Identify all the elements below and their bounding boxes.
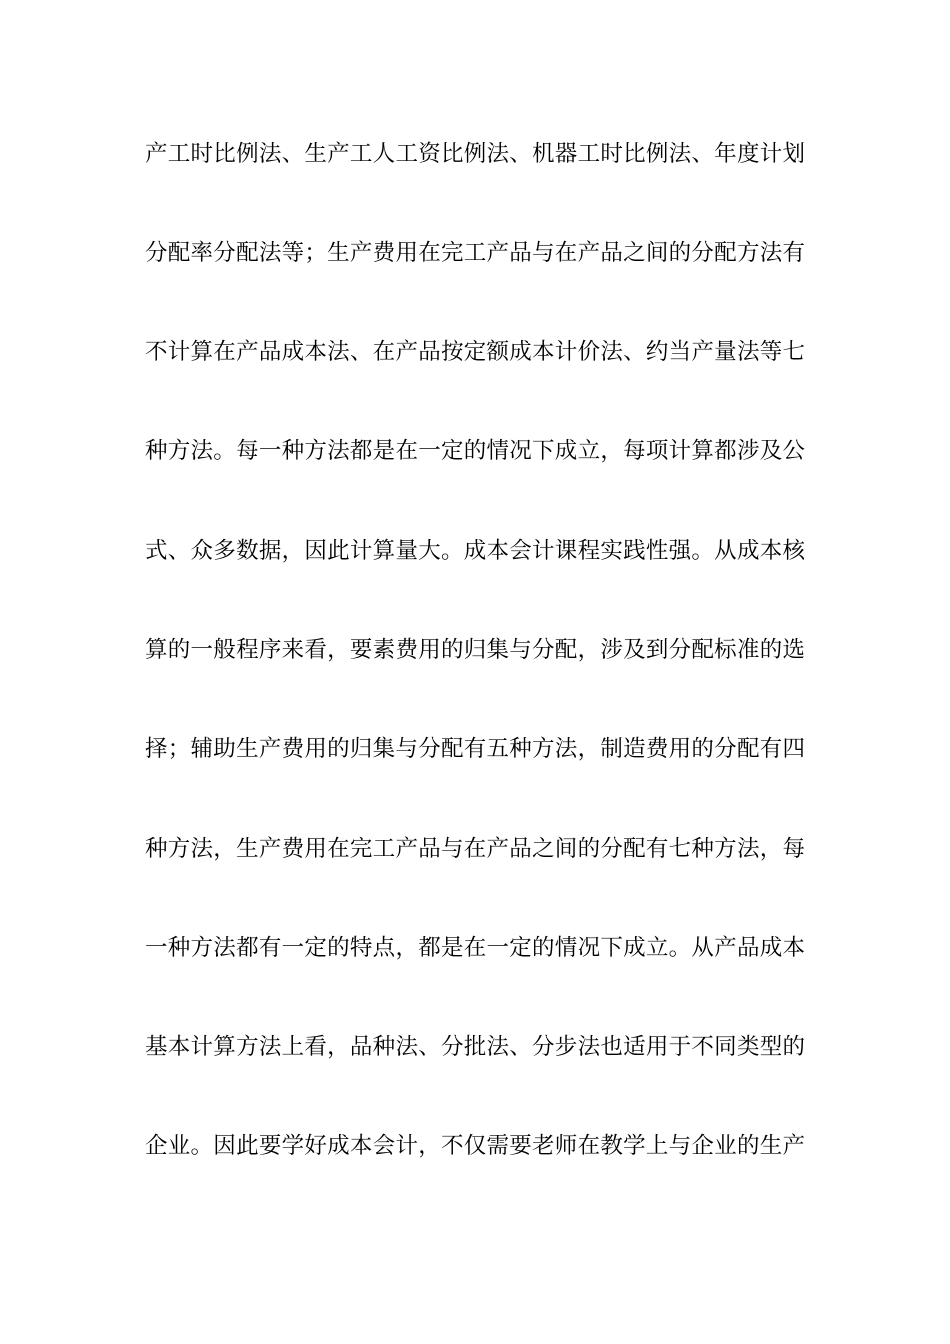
paragraph-line-11: 企业。因此要学好成本会计，不仅需要老师在教学上与企业的生产 (145, 1133, 805, 1159)
paragraph-line-6: 算的一般程序来看，要素费用的归集与分配，涉及到分配标准的选 (145, 637, 805, 663)
paragraph-line-5: 式、众多数据，因此计算量大。成本会计课程实践性强。从成本核 (145, 538, 805, 564)
paragraph-line-4: 种方法。每一种方法都是在一定的情况下成立，每项计算都涉及公 (145, 438, 805, 464)
paragraph-line-7: 择；辅助生产费用的归集与分配有五种方法，制造费用的分配有四 (145, 736, 805, 762)
paragraph-line-3: 不计算在产品成本法、在产品按定额成本计价法、约当产量法等七 (145, 339, 805, 365)
paragraph-line-9: 一种方法都有一定的特点，都是在一定的情况下成立。从产品成本 (145, 935, 805, 961)
paragraph-line-8: 种方法，生产费用在完工产品与在产品之间的分配有七种方法，每 (145, 836, 805, 862)
paragraph-line-1: 产工时比例法、生产工人工资比例法、机器工时比例法、年度计划 (145, 141, 805, 167)
paragraph-line-10: 基本计算方法上看，品种法、分批法、分步法也适用于不同类型的 (145, 1034, 805, 1060)
paragraph-line-2: 分配率分配法等；生产费用在完工产品与在产品之间的分配方法有 (145, 240, 805, 266)
